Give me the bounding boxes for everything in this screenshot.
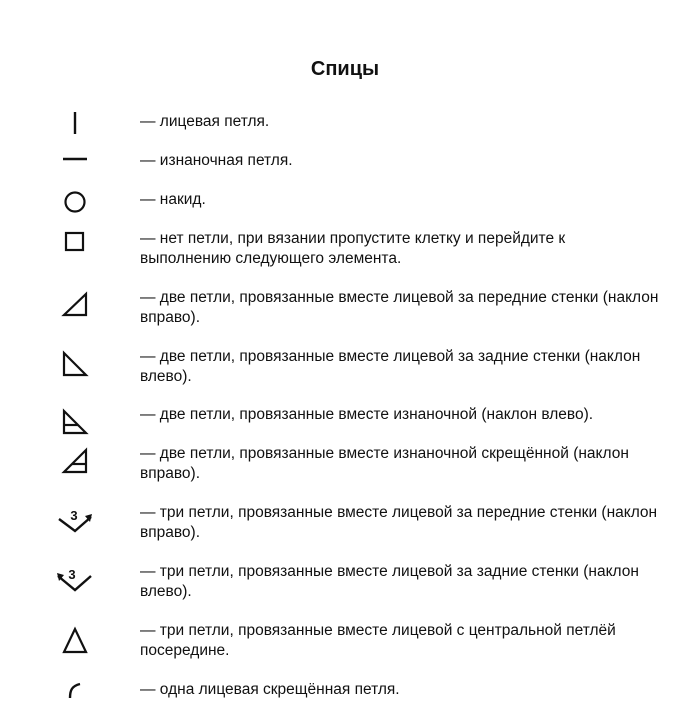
triangle-right-lean-icon xyxy=(50,288,100,328)
triangle-left-lean-bar-icon xyxy=(50,405,100,445)
legend-text: — нет петли, при вязании пропустите клетку и перейдите к выполнению следующего элемента. xyxy=(140,230,566,267)
three-together-left-icon xyxy=(50,562,100,596)
stitch-count-label: 3 xyxy=(68,567,76,582)
legend-text: — две петли, провязанные вместе лицевой за передние стенки (наклон вправо). xyxy=(140,289,659,326)
circle-icon xyxy=(50,190,100,230)
crossed-knit-icon xyxy=(50,680,100,720)
legend-text: — две петли, провязанные вместе лицевой за задние стенки (наклон влево). xyxy=(140,348,641,385)
legend-text: — три петли, провязанные вместе лицевой за задние стенки (наклон влево). xyxy=(140,563,639,600)
horizontal-bar-icon xyxy=(50,151,100,191)
triangle-right-lean-bar-icon xyxy=(50,444,100,484)
vertical-bar-icon xyxy=(50,112,100,152)
legend-text: — одна лицевая скрещённая петля. xyxy=(140,681,400,698)
legend-text: — три петли, провязанные вместе лицевой с центральной петлёй посередине. xyxy=(140,622,616,659)
legend-text: — две петли, провязанные вместе изнаночной (наклон влево). xyxy=(140,406,594,423)
legend-text: — три петли, провязанные вместе лицевой за передние стенки (наклон вправо). xyxy=(140,504,658,541)
triangle-center-icon xyxy=(50,621,100,661)
legend-text: — две петли, провязанные вместе изнаночной скрещённой (наклон вправо). xyxy=(140,445,629,482)
three-together-right-icon xyxy=(50,503,100,537)
legend-text: — лицевая петля. xyxy=(140,113,270,130)
square-icon xyxy=(50,229,100,269)
triangle-left-lean-icon xyxy=(50,347,100,387)
legend-text: — изнаночная петля. xyxy=(140,152,293,169)
page-title: Спицы xyxy=(310,58,380,80)
stitch-count-label: 3 xyxy=(70,508,78,523)
legend-text: — накид. xyxy=(140,191,206,208)
